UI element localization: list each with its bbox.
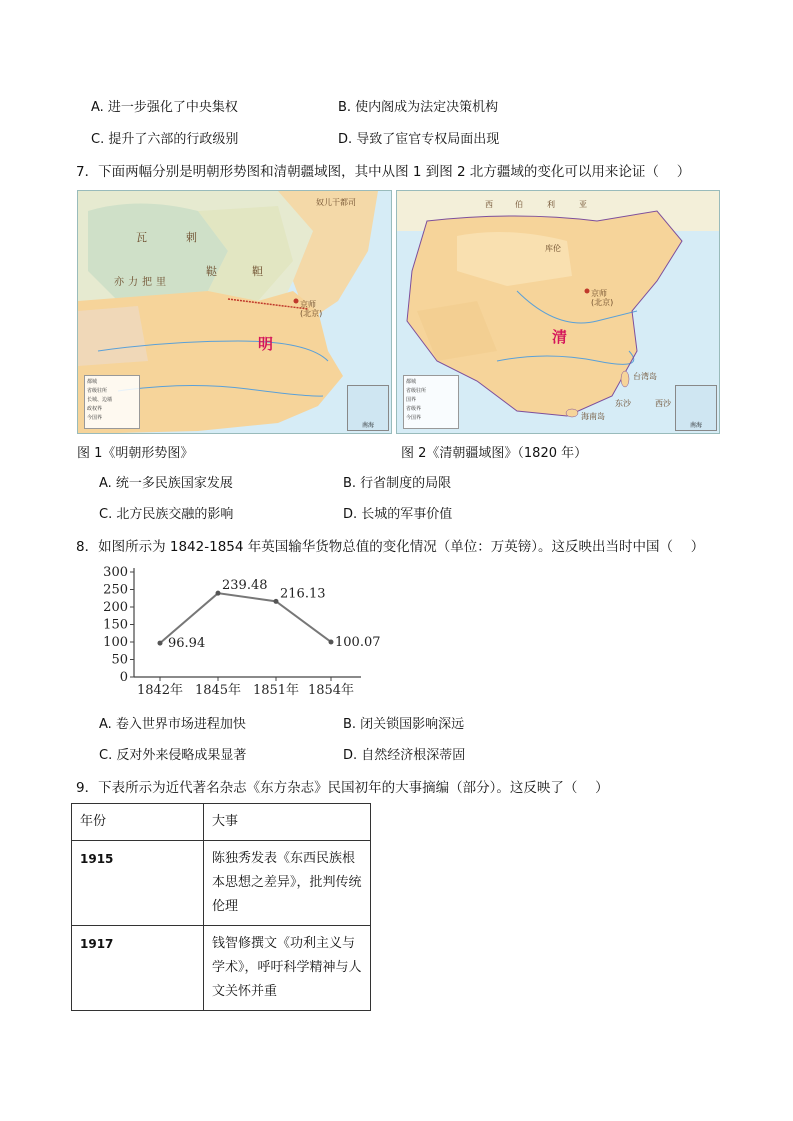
ming-legend: 都城 省级驻所 长城、边墙 政权界 今国界 (84, 375, 140, 429)
x-tick-label: 1842年 (136, 683, 184, 698)
trade-line-chart (96, 560, 396, 702)
row-event: 钱智修撰文《功利主义与学术》，呼吁科学精神与人文关怀并重 (204, 926, 371, 1011)
q6-option-b: B. 使内阁成为法定决策机构 (338, 100, 499, 115)
header-year: 年份 (72, 804, 204, 841)
data-label: 96.94 (168, 636, 206, 652)
qing-label-7: (北京) (591, 298, 614, 307)
qing-legend: 都城 省级驻所 国界 省级界 今国界 (403, 375, 459, 429)
q7-option-d: D. 长城的军事价值 (343, 507, 453, 522)
qing-label-8: 库伦 (545, 244, 561, 253)
y-tick-label: 250 (103, 582, 128, 598)
y-tick-label: 0 (119, 670, 128, 685)
data-point (158, 641, 163, 646)
table-row (72, 841, 371, 926)
data-label: 100.07 (335, 634, 381, 650)
y-tick-label: 150 (103, 617, 128, 633)
qing-label-12: 西沙 (655, 399, 671, 408)
y-tick-label: 200 (103, 600, 128, 615)
q7-option-b: B. 行省制度的局限 (343, 476, 452, 491)
qing-label-1: 西 (485, 200, 493, 209)
x-tick-label: 1854年 (307, 683, 355, 698)
q7-stem: 7．下面两幅分别是明朝形势图和清朝疆域图，其中从图 1 到图 2 北方疆域的变化可以用来论证（ ） (76, 164, 691, 180)
q8-option-d: D. 自然经济根深蒂固 (343, 748, 466, 763)
row-year: 1917 (72, 926, 204, 1011)
ming-label-7: 京师 (300, 300, 316, 309)
ming-label-1: 瓦 (136, 231, 147, 244)
events-table (71, 803, 371, 1011)
ming-label-3: 鞑 (206, 265, 217, 278)
ming-map (77, 190, 392, 434)
q9-stem: 9．下表所示为近代著名杂志《东方杂志》民国初年的大事摘编（部分）。这反映了（ ） (76, 780, 609, 796)
row-year: 1915 (72, 841, 204, 926)
table-row (72, 926, 371, 1011)
y-tick-label: 50 (111, 652, 128, 668)
x-tick-label: 1851年 (252, 683, 300, 698)
header-event: 大事 (204, 804, 371, 841)
q6-option-a: A. 进一步强化了中央集权 (91, 100, 238, 115)
row-event: 陈独秀发表《东西民族根本思想之差异》，批判传统伦理 (204, 841, 371, 926)
table-header-row (72, 804, 371, 841)
q7-option-c: C. 北方民族交融的影响 (99, 507, 234, 522)
y-tick-label: 300 (103, 565, 128, 580)
data-point (216, 591, 221, 596)
q7-option-a: A. 统一多民族国家发展 (99, 476, 233, 491)
qing-label-5: 清 (552, 328, 568, 346)
ming-label-4: 靼 (252, 265, 263, 278)
data-label: 216.13 (280, 586, 326, 602)
data-label: 239.48 (222, 578, 268, 594)
data-point (329, 639, 334, 644)
ming-label-6: 明 (258, 335, 274, 353)
qing-map (396, 190, 720, 434)
qing-label-9: 台湾岛 (633, 372, 657, 381)
q6-option-d: D. 导致了宦官专权局面出现 (338, 132, 500, 147)
qing-label-2: 伯 (515, 200, 523, 209)
q8-option-a: A. 卷入世界市场进程加快 (99, 717, 246, 732)
qing-label-6: 京师 (591, 289, 607, 298)
ming-inset: 南海 (347, 385, 389, 431)
qing-label-11: 东沙 (615, 399, 631, 408)
q8-option-b: B. 闭关锁国影响深远 (343, 717, 465, 732)
map1-caption: 图 1《明朝形势图》 (77, 446, 194, 461)
qing-label-4: 亚 (579, 200, 587, 209)
y-tick-label: 100 (103, 635, 128, 650)
qing-label-10: 海南岛 (581, 412, 605, 421)
data-point (274, 599, 279, 604)
ming-label-8: (北京) (300, 309, 323, 318)
qing-inset: 南海 (675, 385, 717, 431)
qing-label-3: 利 (547, 200, 555, 209)
x-tick-label: 1845年 (194, 683, 242, 698)
ming-label-5: 亦力把里 (114, 277, 170, 288)
ming-label-2: 剌 (186, 231, 197, 244)
q6-option-c: C. 提升了六部的行政级别 (91, 132, 239, 147)
q8-stem: 8．如图所示为 1842-1854 年英国输华货物总值的变化情况（单位：万英镑）。这反映出当时中国（ ） (76, 539, 705, 555)
map2-caption: 图 2《清朝疆域图》（1820 年） (401, 446, 588, 461)
ming-label-9: 奴儿干都司 (316, 198, 356, 207)
q8-option-c: C. 反对外来侵略成果显著 (99, 748, 247, 763)
